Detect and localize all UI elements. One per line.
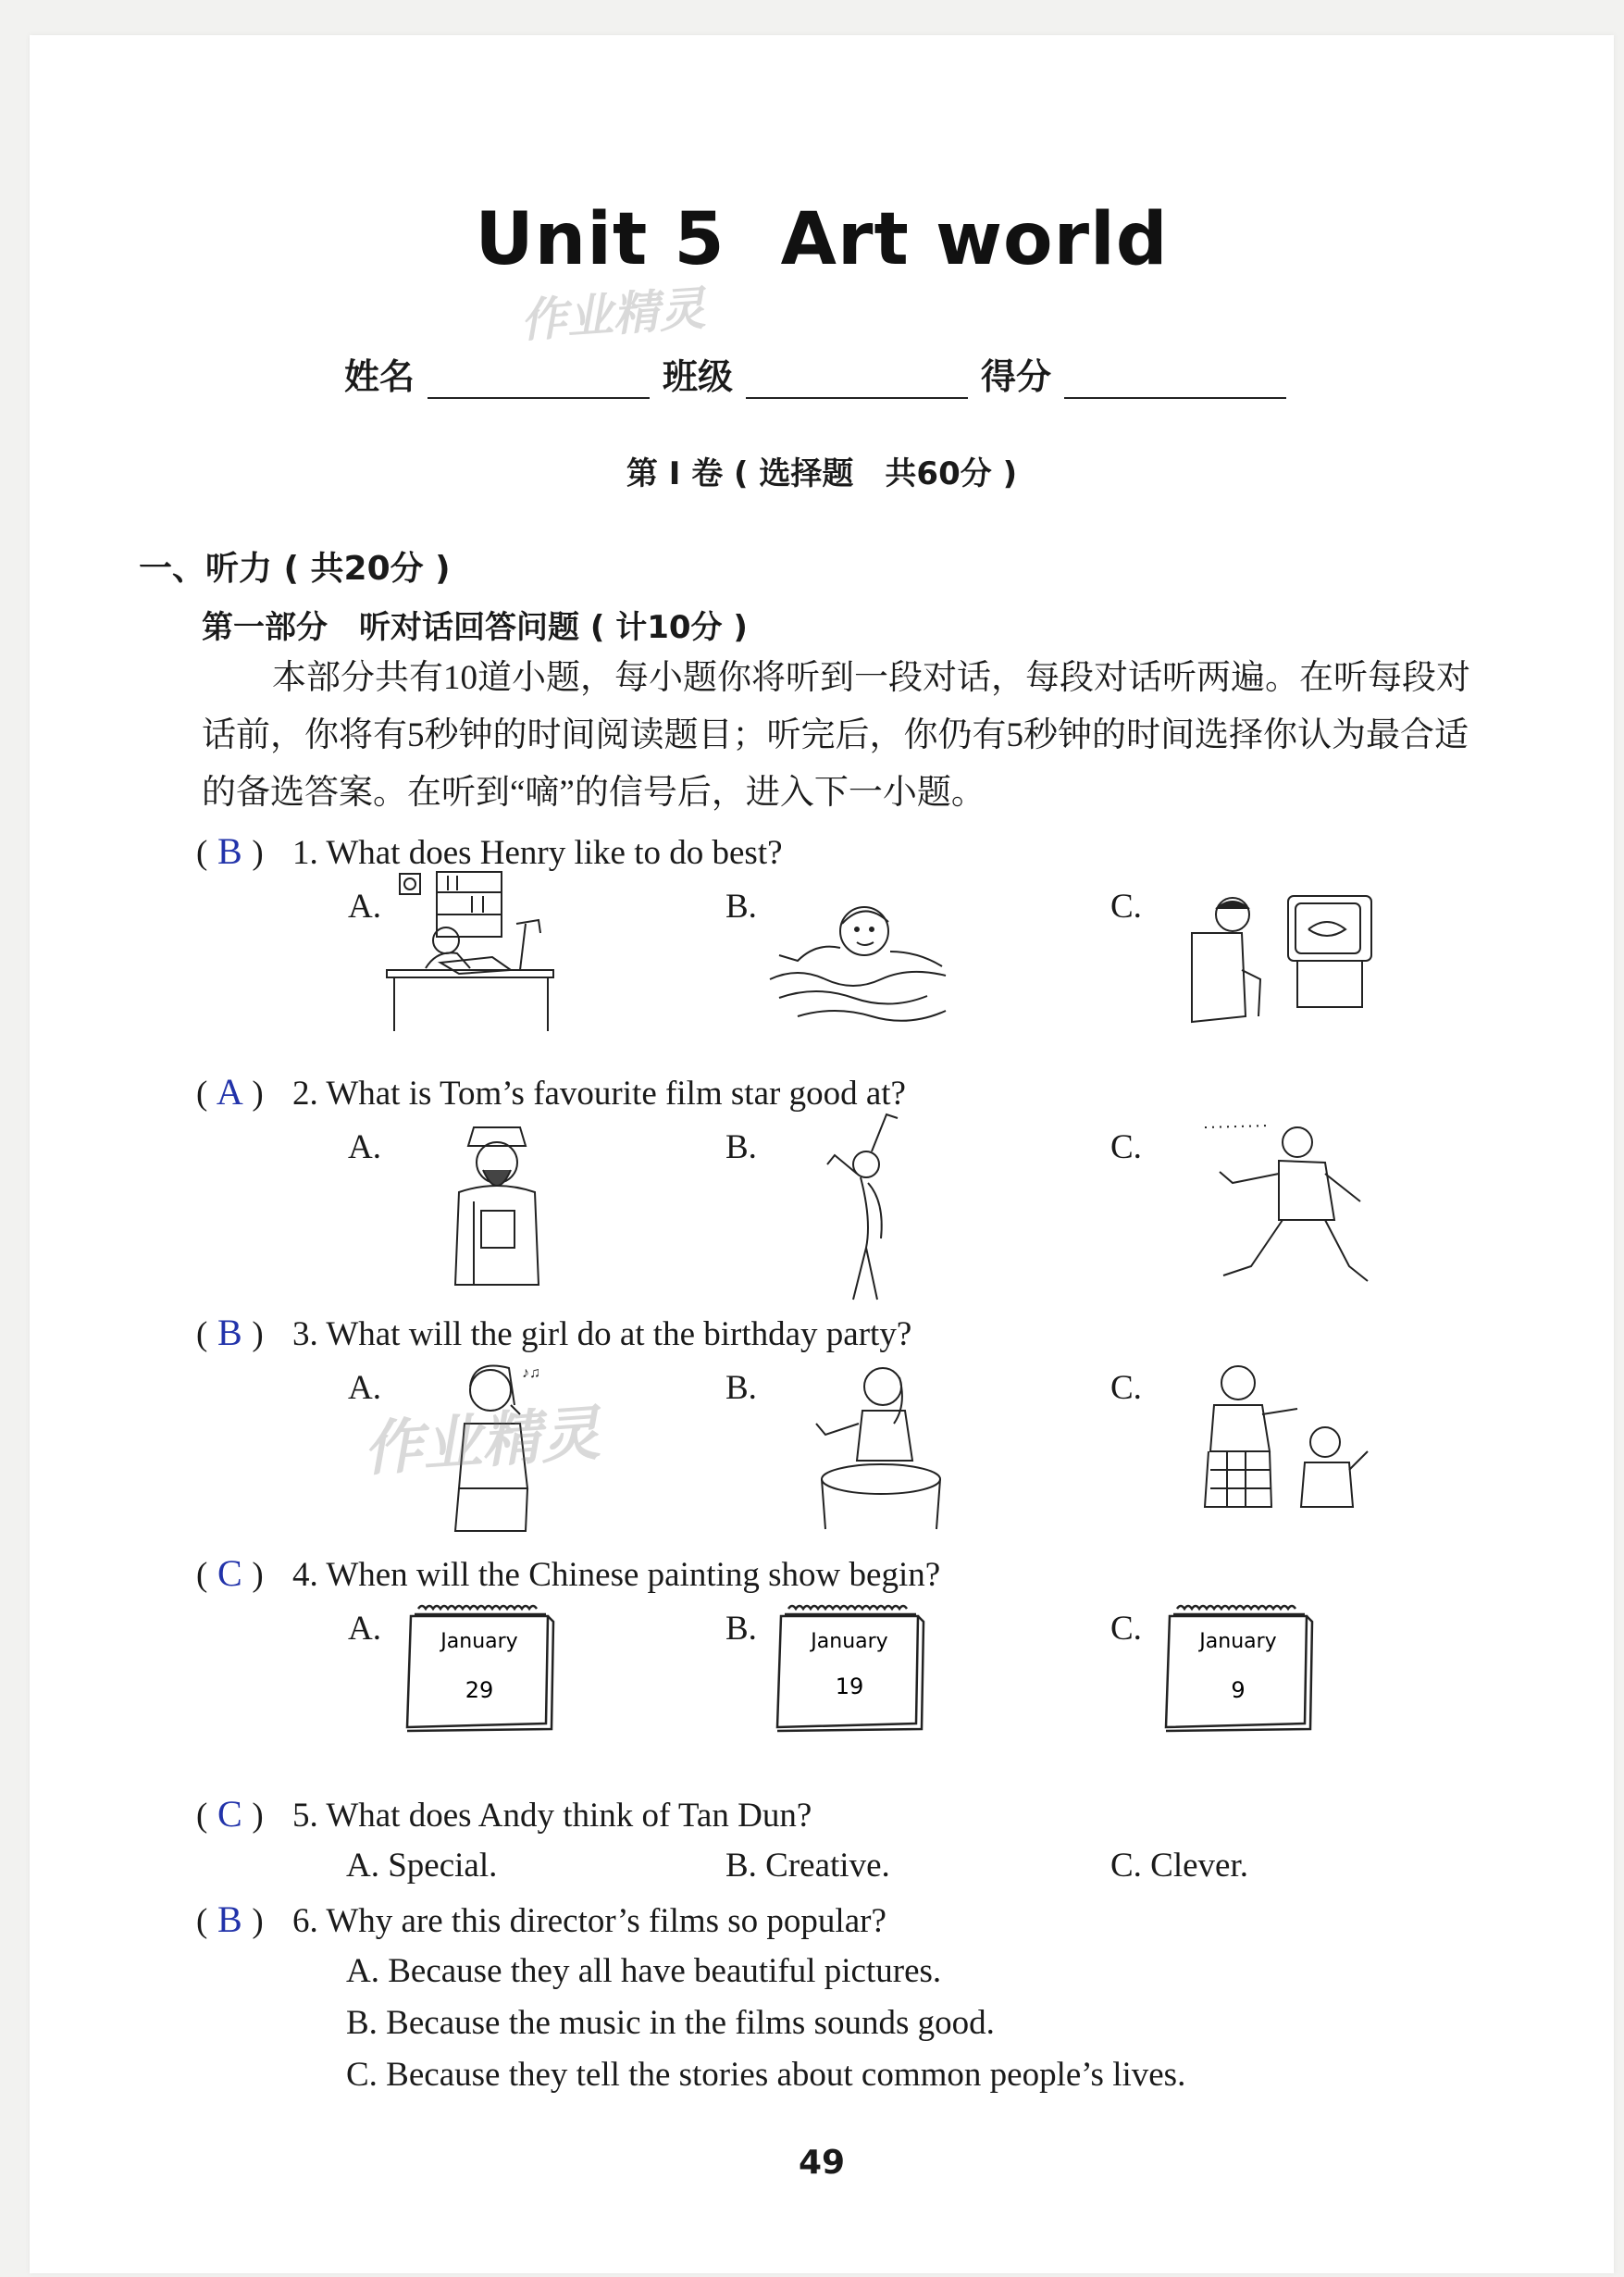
- question-text: 6. Why are this director’s films so popular?: [292, 1902, 886, 1940]
- boy-swimming-picture[interactable]: [761, 887, 973, 1026]
- calendar-9-picture[interactable]: [1159, 1599, 1325, 1738]
- section-title: 第 I 卷 ( 选择题 共60分 ): [626, 455, 1018, 492]
- answer-bracket: ( C ): [196, 1793, 264, 1835]
- answer-value[interactable]: B: [217, 1312, 242, 1353]
- question-4: [196, 1551, 940, 1595]
- answer-value[interactable]: B: [217, 830, 242, 872]
- calendar-29-picture[interactable]: [400, 1599, 566, 1738]
- calendar-19-picture[interactable]: [770, 1599, 936, 1738]
- question-2: [196, 1070, 906, 1114]
- name-blank[interactable]: [428, 366, 650, 399]
- opera-singer-picture[interactable]: [437, 1109, 557, 1294]
- option-c[interactable]: C. Clever.: [1110, 1847, 1249, 1885]
- watermark-top: 作业精灵: [518, 281, 708, 348]
- option-a-label: A.: [348, 1128, 381, 1166]
- unit-name: Art world: [780, 198, 1169, 281]
- question-text: 4. When will the Chinese painting show begin?: [292, 1556, 941, 1594]
- dancer-picture[interactable]: [816, 1109, 927, 1303]
- class-label: 班级: [663, 356, 734, 397]
- page-title: [30, 198, 1614, 281]
- calendar-month: January: [440, 1630, 518, 1653]
- option-a-label: A.: [348, 888, 381, 926]
- instructions-paragraph: 本部分共有10道小题，每小题你将听到一段对话，每段对话听两遍。在听每段对话前，你将有5秒钟的时间阅读题目；听完后，你仍有5秒钟的时间选择你认为最合适的备选答案。在听到“嘀”的信号后，进入下一小题。: [202, 659, 1470, 812]
- question-5: [196, 1792, 812, 1835]
- option-c-label: C.: [1110, 1128, 1142, 1166]
- part-one-heading: 第一部分 听对话回答问题 ( 计10分 ): [202, 609, 748, 646]
- listening-heading: 一、听力 ( 共20分 ): [139, 550, 451, 588]
- class-blank[interactable]: [746, 366, 968, 399]
- score-label: 得分: [981, 356, 1052, 397]
- answer-bracket: ( B ): [196, 1898, 264, 1940]
- score-blank[interactable]: [1064, 366, 1286, 399]
- student-info-row: [344, 348, 1299, 399]
- calendar-day: 19: [835, 1674, 864, 1699]
- question-text: 3. What will the girl do at the birthday party?: [292, 1315, 912, 1353]
- worksheet-page: [30, 35, 1614, 2273]
- answer-value[interactable]: A: [216, 1071, 243, 1113]
- option-a[interactable]: A. Because they all have beautiful pictures.: [346, 1952, 942, 1990]
- option-c-label: C.: [1110, 1610, 1142, 1648]
- option-b-label: B.: [725, 1610, 757, 1648]
- option-b[interactable]: B. Because the music in the films sounds good.: [346, 2004, 995, 2042]
- answer-bracket: ( B ): [196, 830, 264, 872]
- answer-bracket: ( C ): [196, 1552, 264, 1594]
- question-text: 2. What is Tom’s favourite film star good at?: [292, 1075, 906, 1113]
- calendar-day: 29: [465, 1677, 494, 1703]
- name-label: 姓名: [344, 356, 415, 397]
- answer-value[interactable]: B: [217, 1898, 242, 1940]
- answer-bracket: ( B ): [196, 1312, 264, 1353]
- option-a[interactable]: A. Special.: [346, 1847, 498, 1885]
- option-b[interactable]: B. Creative.: [725, 1847, 890, 1885]
- question-3: [196, 1311, 911, 1354]
- option-a-label: A.: [348, 1369, 381, 1407]
- option-c-label: C.: [1110, 1369, 1142, 1407]
- option-b-label: B.: [725, 1369, 757, 1407]
- calendar-day: 9: [1231, 1677, 1246, 1703]
- answer-bracket: ( A ): [196, 1071, 264, 1113]
- kung-fu-picture[interactable]: [1186, 1109, 1381, 1303]
- boy-reading-at-desk-picture[interactable]: [381, 868, 566, 1035]
- girls-playing-picture[interactable]: [1186, 1350, 1371, 1535]
- answer-value[interactable]: C: [217, 1552, 242, 1594]
- watermark-middle: 作业精灵: [361, 1400, 602, 1485]
- option-b-label: B.: [725, 888, 757, 926]
- girl-drumming-picture[interactable]: [798, 1350, 955, 1535]
- answer-value[interactable]: C: [217, 1793, 242, 1835]
- question-text: 5. What does Andy think of Tan Dun?: [292, 1797, 812, 1835]
- question-6: [196, 1898, 886, 1941]
- boy-watching-tv-picture[interactable]: [1149, 877, 1381, 1035]
- option-c[interactable]: C. Because they tell the stories about common people’s lives.: [346, 2056, 1186, 2094]
- unit-number: Unit 5: [475, 198, 725, 281]
- option-b-label: B.: [725, 1128, 757, 1166]
- calendar-month: January: [811, 1630, 888, 1653]
- svg-text:♪♫: ♪♫: [522, 1365, 540, 1381]
- option-c-label: C.: [1110, 888, 1142, 926]
- page-number: 49: [798, 2144, 846, 2182]
- option-a-label: A.: [348, 1610, 381, 1648]
- question-1: [196, 829, 783, 873]
- question-text: 1. What does Henry like to do best?: [292, 834, 783, 872]
- calendar-month: January: [1199, 1630, 1277, 1653]
